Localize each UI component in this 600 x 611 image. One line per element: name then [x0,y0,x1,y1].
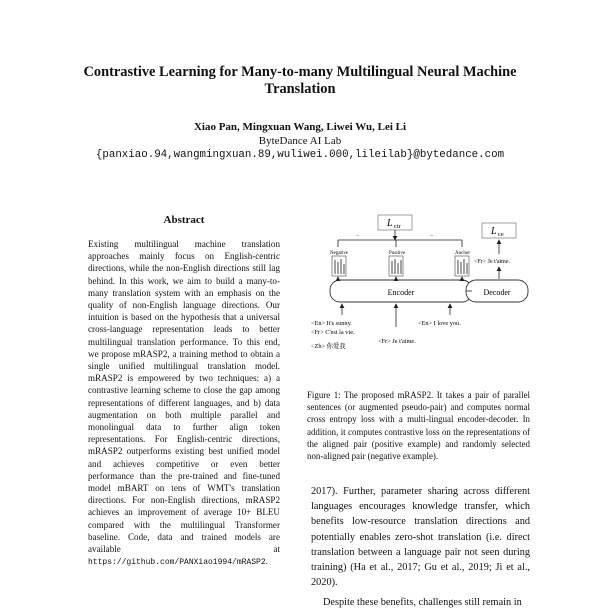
ce-loss-subscript: ce [498,231,504,238]
author-list: Xiao Pan, Mingxuan Wang, Liwei Wu, Lei Li [193,121,407,133]
right-paragraph-1: 2017). Further, parameter sharing across different languages encourages knowledge transfer, which benefits low-resource translation directions and potentially enables zero-shot translation (i.e. direct translation between a language pair not seen during training) (Ha et al., 2017; Gu et al., 2019; Ji et al., 2020). [311,486,530,589]
input-en-sunny: <En> It's sunny. [311,320,352,327]
label-positive: Positive [389,251,406,256]
encoder-label: Encoder [387,288,415,297]
abstract-body [88,238,280,569]
decoder-output: <Fr> Je t'aime. [474,259,511,265]
ce-loss-symbol: L [491,226,497,237]
right-paragraph-2: Despite these benefits, challenges still remain in [323,597,522,609]
code-link[interactable]: https://github.com/PANXiao1994/mRASP2 [88,558,266,568]
minus-sign-right: − [430,233,434,239]
affiliation: ByteDance AI Lab [258,135,342,147]
abstract-heading: Abstract [163,214,205,226]
abstract-end: . [265,556,268,567]
input-en-i-love-you: <En> I love you. [418,320,461,327]
mrasp2-diagram-svg [300,212,530,362]
input-fr-cest-la-vie: <Fr> C'est la vie. [311,329,355,336]
input-zh: <Zh> 你爱我 [311,343,346,350]
label-anchor: Anchor [455,251,470,256]
figure-1-caption: Figure 1: The proposed mRASP2. It takes a pair of parallel sentences (or augmented pseudo-pair) and computes normal cross entropy loss with a multi-lingual encoder-decoder. In addition, it computes contrastive loss on the representations of the aligned pair (positive example) and randomly selected non-aligned pair (negative example). [307,390,530,462]
figure-1-diagram [300,212,530,362]
input-fr-je-taime: <Fr> Je t'aime. [378,338,416,345]
minus-sign-left: − [356,233,360,239]
decoder-label: Decoder [483,288,511,297]
right-column-text [311,484,530,611]
ctr-loss-subscript: ctr [394,223,401,230]
paper-title: Contrastive Learning for Many-to-many Multilingual Neural Machine Translation [83,64,517,97]
author-emails: {panxiao.94,wangmingxuan.89,wuliwei.000,lileilab}@bytedance.com [95,149,505,161]
ctr-loss-symbol: L [387,218,393,229]
abstract-text: Existing multilingual machine translation approaches mainly focus on English-centric directions, while the non-English directions still lag behind. In this work, we aim to build a many-to-many translation system with an emphasis on the quality of non-English language directions. Our intuition is based on the hypothesis that a universal cross-language representation leads to better multilingual translation performance. To this end, we propose mRASP2, a training method to obtain a single unified multilingual translation model. mRASP2 is empowered by two techniques: a) a contrastive learning scheme to close the gap among representations of different languages, and b) data augmentation on both multiple parallel and monolingual data to further align token representations. For English-centric directions, mRASP2 outperforms existing best unified model and achieves competitive or even better performance than the pre-trained and fine-tuned model mBART on tens of WMT's translation directions. For non-English directions, mRASP2 achieves an improvement of average 10+ BLEU compared with the multilingual Transformer baseline. Code, data and trained models are available at [88,239,280,555]
label-negative: Negative [330,251,349,256]
